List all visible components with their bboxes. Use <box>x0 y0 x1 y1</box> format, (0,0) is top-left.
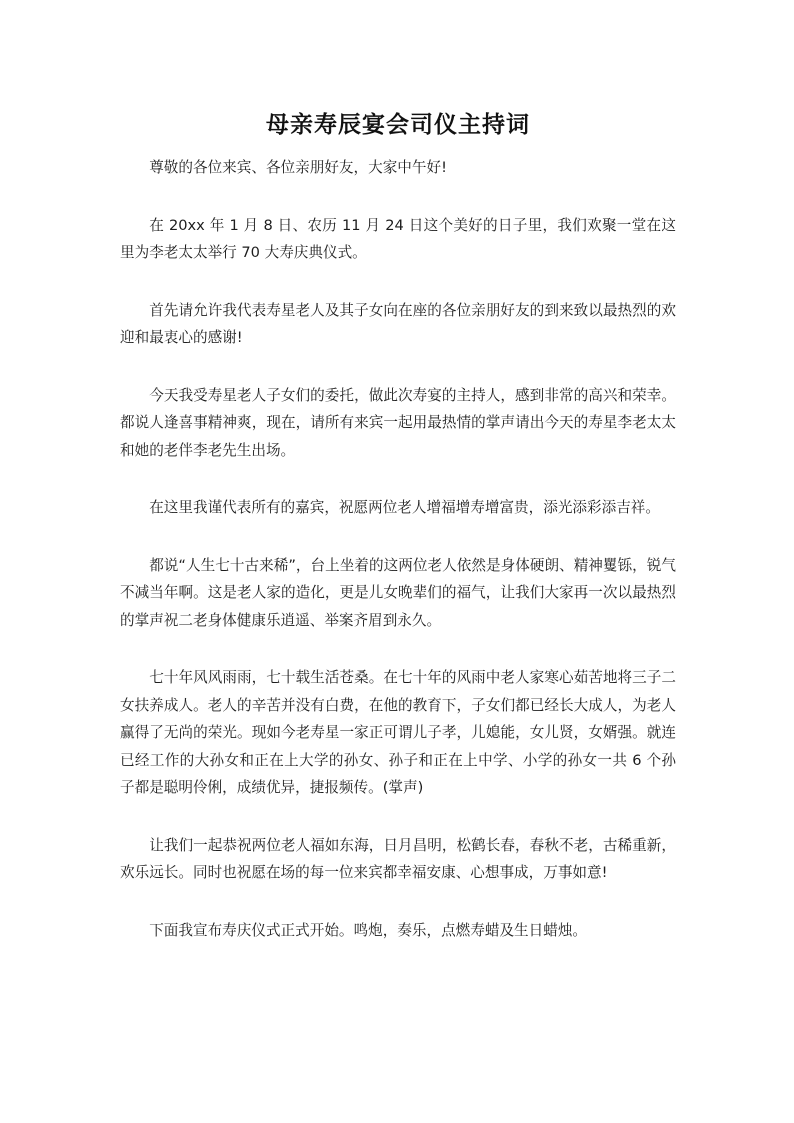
paragraph-host-intro: 今天我受寿星老人子女们的委托，做此次寿宴的主持人，感到非常的高兴和荣幸。都说人逢喜事精神爽，现在，请所有来宾一起用最热情的掌声请出今天的寿星李老太太和她的老伴李老先生出场。 <box>120 386 676 459</box>
paragraph-occasion: 在 20xx 年 1 月 8 日、农历 11 月 24 日这个美好的日子里，我们欢聚一堂在这里为李老太太举行 70 大寿庆典仪式。 <box>120 216 676 261</box>
paragraph-greeting: 尊敬的各位来宾、各位亲朋好友，大家中午好! <box>149 159 447 176</box>
paragraph-welcome: 首先请允许我代表寿星老人及其子女向在座的各位亲朋好友的到来致以最热烈的欢迎和最衷心的感谢! <box>120 301 676 346</box>
paragraph-wishes: 让我们一起恭祝两位老人福如东海，日月昌明，松鹤长春，春秋不老，古稀重新，欢乐远长。同时也祝愿在场的每一位来宾都幸福安康、心想事成，万事如意! <box>120 836 676 881</box>
paragraph-seventy-years: 都说“人生七十古来稀”，台上坐着的这两位老人依然是身体硬朗、精神矍铄，锐气不减当年啊。这是老人家的造化，更是儿女晚辈们的福气，让我们大家再一次以最热烈的掌声祝二老身体健康乐逍遥、举案齐眉到永久。 <box>120 556 676 629</box>
document-body <box>120 154 676 944</box>
document-title: 母亲寿辰宴会司仪主持词 <box>266 112 530 138</box>
paragraph-blessing: 在这里我谨代表所有的嘉宾，祝愿两位老人增福增寿增富贵，添光添彩添吉祥。 <box>149 499 660 516</box>
paragraph-ceremony-start: 下面我宣布寿庆仪式正式开始。鸣炮，奏乐，点燃寿蜡及生日蜡烛。 <box>149 921 588 939</box>
paragraph-family: 七十年风风雨雨，七十载生活苍桑。在七十年的风雨中老人家寒心茹苦地将三子二女扶养成人。老人的辛苦并没有白费，在他的教育下，子女们都已经长大成人，为老人赢得了无尚的荣光。现如今老寿星一家正可谓儿子孝，儿媳能，女儿贤，女婿强。就连已经工作的大孙女和正在上大学的孙女、孙子和正在上中学、小学的孙女一共 6 个孙子都是聪明伶俐，成绩优异，捷报频传。(掌声) <box>120 669 676 796</box>
